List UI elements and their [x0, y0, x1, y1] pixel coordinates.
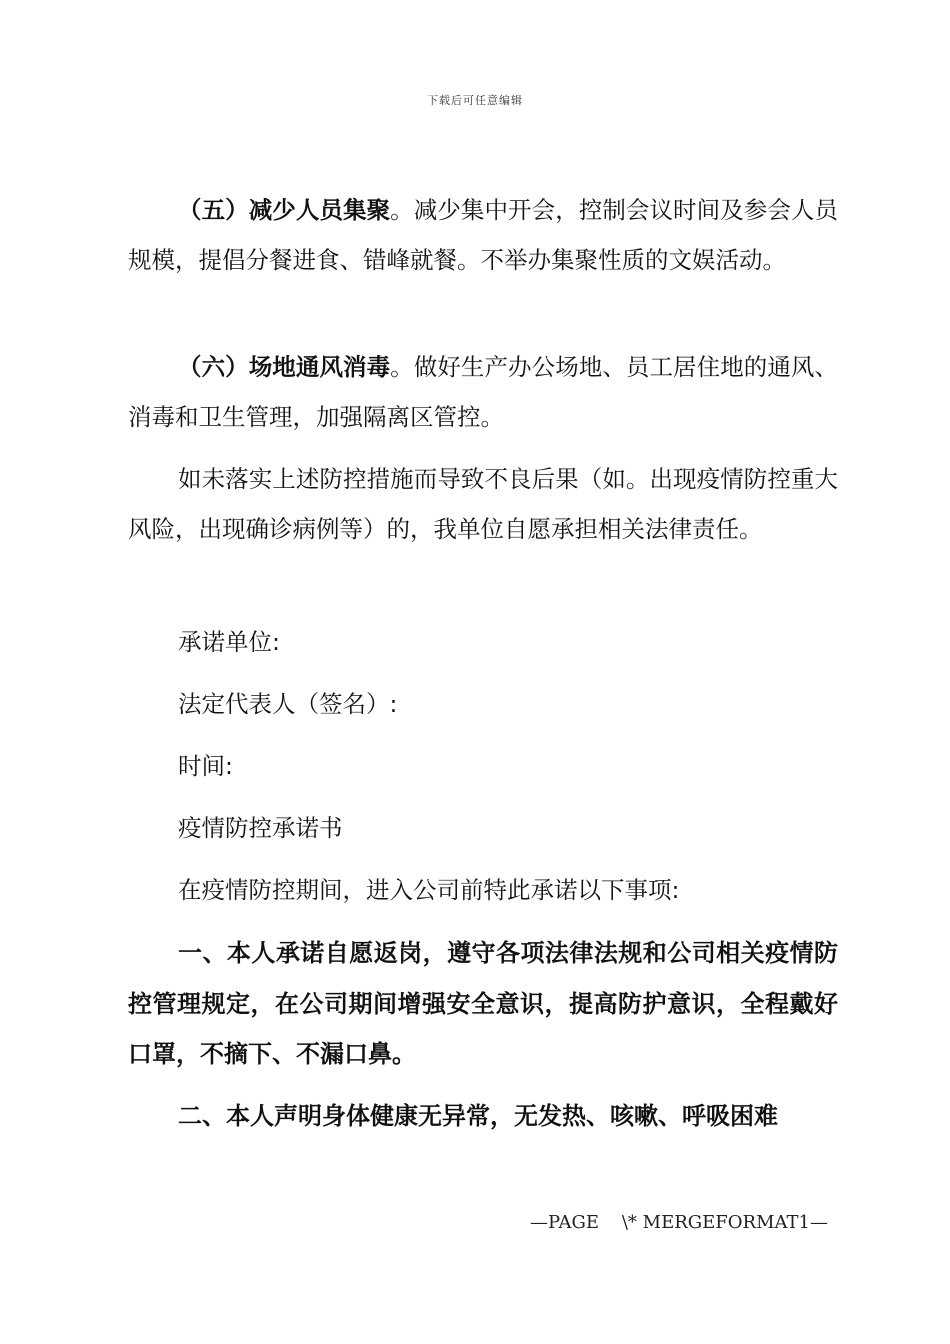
paragraph-body: 。减少集中开会，控制会议时间及参会人员规模，提倡分餐进食、错峰就餐。不举办集聚性质的文娱活动。: [128, 196, 839, 274]
commitment-item-2: 二、本人声明身体健康无异常，无发热、咳嗽、呼吸困难: [178, 1102, 778, 1130]
page-number-field: —PAGE \* MERGEFORMAT1—: [530, 1212, 828, 1233]
paragraph-reduce-gatherings: [128, 186, 838, 285]
page-header-note: 下载后可任意编辑: [427, 94, 523, 107]
commitment-item-1: 一、本人承诺自愿返岗，遵守各项法律法规和公司相关疫情防控管理规定，在公司期间增强安全意识，提高防护意识，全程戴好口罩，不摘下、不漏口鼻。: [128, 939, 838, 1068]
paragraph-heading: （五）减少人员集聚: [178, 196, 391, 224]
intro-paragraph: 在疫情防控期间，进入公司前特此承诺以下事项:: [178, 876, 680, 904]
paragraph-ventilation: [128, 343, 838, 442]
paragraph-body: 。做好生产办公场地、员工居住地的通风、消毒和卫生管理，加强隔离区管控。: [128, 353, 839, 431]
paragraph-heading: （六）场地通风消毒: [178, 353, 391, 381]
document-title: 疫情防控承诺书: [178, 814, 343, 842]
signature-time-line: 时间:: [178, 752, 233, 780]
paragraph-liability: 如未落实上述防控措施而导致不良后果（如。出现疫情防控重大风险，出现确诊病例等）的，我单位自愿承担相关法律责任。: [128, 465, 838, 543]
signature-unit-line: 承诺单位:: [178, 628, 280, 656]
signature-representative-line: 法定代表人（签名）:: [178, 690, 398, 718]
